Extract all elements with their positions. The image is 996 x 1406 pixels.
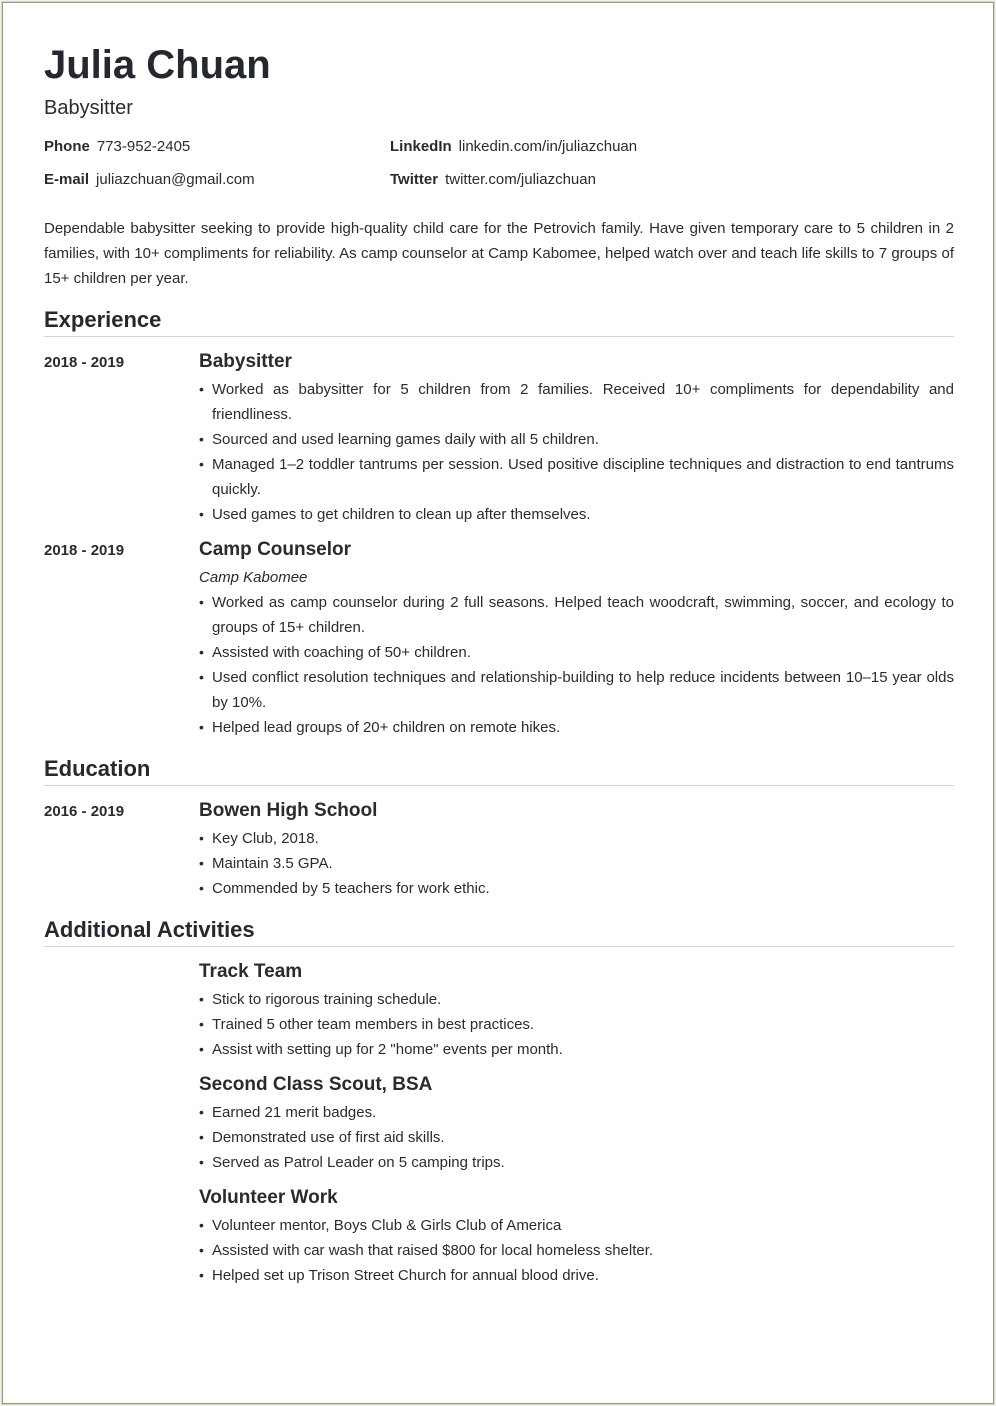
experience-entry [44,537,954,740]
bullet-item: • Assisted with car wash that raised $800 for local homeless shelter. [199,1238,954,1263]
bullet-item: • Used conflict resolution techniques and relationship-building to help reduce incidents between 10–15 year olds by 10%. [199,665,954,715]
contact-info [44,137,954,203]
activity-entry [44,959,954,1062]
bullet-item: • Volunteer mentor, Boys Club & Girls Club of America [199,1213,954,1238]
twitter-value: twitter.com/juliazchuan [445,171,596,188]
bullet-item: • Sourced and used learning games daily with all 5 children. [199,427,954,452]
bullet-item: • Commended by 5 teachers for work ethic. [199,876,954,901]
entry-dates: 2018 - 2019 [44,354,125,371]
entry-dates: 2016 - 2019 [44,803,125,820]
entry-bullets [199,377,954,527]
education-heading: Education [44,756,954,786]
activities-heading: Additional Activities [44,917,954,947]
entry-title: Camp Counselor [199,539,352,560]
entry-title: Bowen High School [199,800,378,821]
entry-bullets [199,1100,954,1175]
contact-email [44,170,255,190]
contact-phone [44,137,190,157]
entry-dates: 2018 - 2019 [44,542,125,559]
entry-organization: Camp Kabomee [199,569,308,586]
experience-entry [44,349,954,527]
bullet-item: • Helped set up Trison Street Church for annual blood drive. [199,1263,954,1288]
bullet-item: • Helped lead groups of 20+ children on remote hikes. [199,715,954,740]
linkedin-value: linkedin.com/in/juliazchuan [458,138,638,155]
email-value: juliazchuan@gmail.com [96,171,255,188]
candidate-name: Julia Chuan [44,43,271,87]
activity-entry [44,1185,954,1288]
bullet-item: • Earned 21 merit badges. [199,1100,954,1125]
bullet-item: • Worked as camp counselor during 2 full seasons. Helped teach woodcraft, swimming, soccer, and ecology to groups of 15+ children. [199,590,954,640]
entry-title: Volunteer Work [199,1187,338,1208]
summary-paragraph: Dependable babysitter seeking to provide high-quality child care for the Petrovich family. Have given temporary care to 5 children in 2 families, with 10+ compliments for reliability. As camp counselor at Camp Kabomee, helped watch over and teach life skills to 7 groups of 15+ children per year. [44,220,954,287]
bullet-item: • Trained 5 other team members in best practices. [199,1012,954,1037]
bullet-item: • Assisted with coaching of 50+ children. [199,640,954,665]
linkedin-label: LinkedIn [390,138,452,155]
entry-title: Track Team [199,961,303,982]
bullet-item: • Assist with setting up for 2 "home" events per month. [199,1037,954,1062]
experience-heading: Experience [44,307,954,337]
bullet-item: • Used games to get children to clean up after themselves. [199,502,954,527]
entry-bullets [199,590,954,740]
bullet-item: • Served as Patrol Leader on 5 camping trips. [199,1150,954,1175]
bullet-item: • Managed 1–2 toddler tantrums per session. Used positive discipline techniques and distraction to end tantrums quickly. [199,452,954,502]
activity-entry [44,1072,954,1175]
resume-content [44,41,954,1288]
entry-bullets [199,987,954,1062]
entry-title: Second Class Scout, BSA [199,1074,433,1095]
entry-bullets [199,1213,954,1288]
entry-bullets [199,826,954,901]
bullet-item: • Worked as babysitter for 5 children from 2 families. Received 10+ compliments for dependability and friendliness. [199,377,954,427]
entry-title: Babysitter [199,351,292,372]
bullet-item: • Stick to rigorous training schedule. [199,987,954,1012]
phone-value: 773-952-2405 [96,138,191,155]
candidate-role: Babysitter [44,97,133,119]
contact-twitter [390,170,596,190]
bullet-item: • Key Club, 2018. [199,826,954,851]
phone-label: Phone [44,138,90,155]
email-label: E-mail [44,171,90,188]
twitter-label: Twitter [390,171,439,188]
contact-linkedin [390,137,637,157]
bullet-item: • Demonstrated use of first aid skills. [199,1125,954,1150]
resume-page [2,2,994,1404]
bullet-item: • Maintain 3.5 GPA. [199,851,954,876]
education-entry [44,798,954,901]
